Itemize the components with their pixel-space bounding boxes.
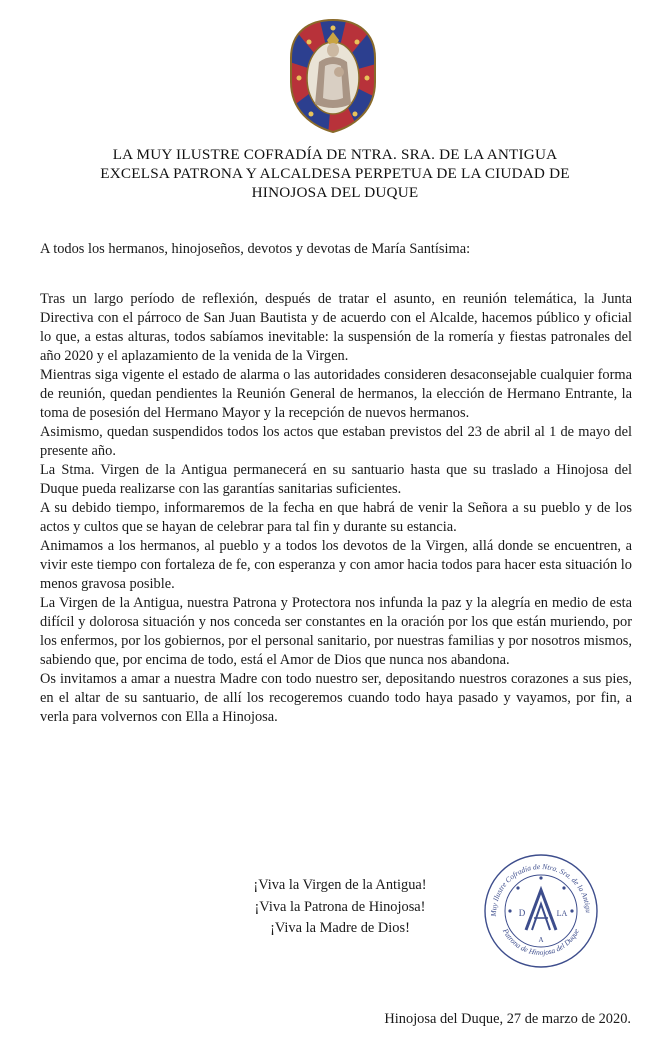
viva-virgen: ¡Viva la Virgen de la Antigua!	[253, 877, 427, 893]
signature-date: Hinojosa del Duque, 27 de marzo de 2020.	[384, 1011, 631, 1027]
viva-madre: ¡Viva la Madre de Dios!	[270, 920, 410, 936]
svg-text:Muy Ilustre Cofradía de Ntra.: Muy Ilustre Cofradía de Ntra. Sra. de la Antigu	[488, 861, 594, 917]
title-line-3: HINOJOSA DEL DUQUE	[251, 184, 419, 201]
paragraph-suspension: Tras un largo período de reflexión, después de tratar el asunto, en reunión telemática, la Junta Directiva con el párroco de San Juan Bautista y de acuerdo con el Alcalde, hacemos público y oficial lo que, a estas alturas, todos sabíamos inevitable: la suspensión de la romería y fiestas patronales del año 2020 y el aplazamiento de la venida de la Virgen.	[40, 291, 632, 364]
letter-body	[40, 290, 632, 727]
title-line-1: LA MUY ILUSTRE COFRADÍA DE NTRA. SRA. DE LA ANTIGUA	[112, 146, 558, 163]
paragraph-suspended-acts: Asimismo, quedan suspendidos todos los actos que estaban previstos del 23 de abril al 1 de mayo del presente año.	[40, 424, 632, 459]
paragraph-future-date: A su debido tiempo, informaremos de la fecha en que habrá de venir la Señora a su pueblo y de los actos y cultos que se hayan de celebrar para tal fin y durante su estancia.	[40, 500, 632, 535]
svg-text:Patrona de Hinojosa del Duque: Patrona de Hinojosa del Duque	[500, 927, 581, 957]
vivas-block	[190, 875, 490, 940]
svg-text:LA: LA	[556, 909, 568, 918]
svg-text:D: D	[518, 908, 526, 918]
viva-patrona: ¡Viva la Patrona de Hinojosa!	[254, 898, 426, 915]
svg-text:A: A	[538, 936, 544, 944]
paragraph-pending-meetings: Mientras siga vigente el estado de alarma o las autoridades consideren desaconsejable cualquier forma de reunión, quedan pendientes la Reunión General de hermanos, la elección de Hermano Entrante, la toma de posesión del Hermano Mayor y la recepción de nuevos hermanos.	[40, 367, 632, 421]
cofradia-title	[40, 145, 630, 202]
cofradia-seal-icon	[482, 852, 600, 970]
paragraph-sanctuary: La Stma. Virgen de la Antigua permanecerá en su santuario hasta que su traslado a Hinojosa del Duque pueda realizarse con las garantías sanitarias suficientes.	[40, 462, 632, 497]
cofradia-emblem-icon	[287, 18, 379, 134]
greeting: A todos los hermanos, hinojoseños, devotos y devotas de María Santísima:	[40, 241, 471, 257]
paragraph-encouragement: Animamos a los hermanos, al pueblo y a todos los devotos de la Virgen, allá donde se encuentren, a vivir este tiempo con fortaleza de fe, con esperanza y con amor hacia todos para hacer esta situación lo menos gravosa posible.	[40, 538, 632, 592]
paragraph-invitation: Os invitamos a amar a nuestra Madre con todo nuestro ser, depositando nuestros corazones a sus pies, en el altar de su santuario, de allí los recogeremos cuando todo haya pasado y vayamos, por fin, a verla para volvernos con Ella a Hinojosa.	[40, 671, 632, 725]
paragraph-prayer: La Virgen de la Antigua, nuestra Patrona y Protectora nos infunda la paz y la alegría en medio de esta difícil y dolorosa situación y nos conceda ser constantes en la oración por los que están muriendo, por los enfermos, por los gobiernos, por el personal sanitario, por nuestras familias y por nosotros mismos, sabiendo que, por encima de todo, está el Amor de Dios que nunca nos abandona.	[40, 595, 632, 668]
title-line-2: EXCELSA PATRONA Y ALCALDESA PERPETUA DE LA CIUDAD DE	[100, 165, 570, 182]
